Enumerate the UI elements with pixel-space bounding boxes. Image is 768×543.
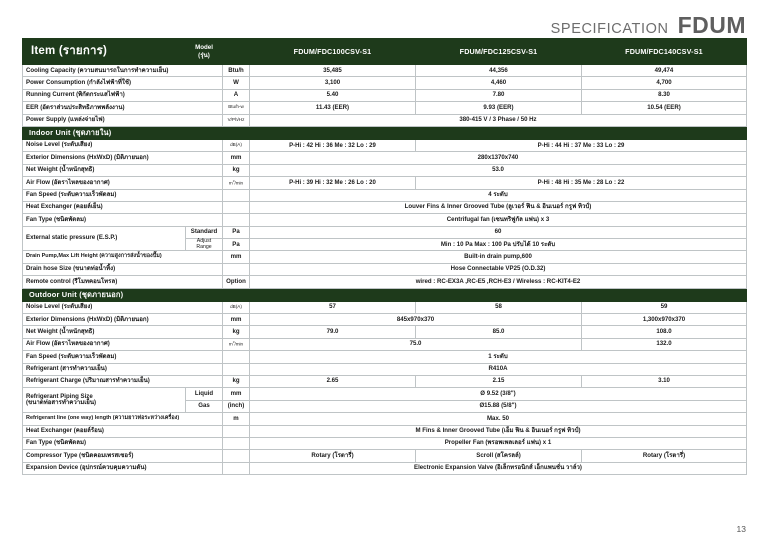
table-row	[23, 363, 747, 375]
row-value-merged: 4 ระดับ	[250, 189, 747, 201]
table-row	[23, 102, 747, 114]
row-unit: kg	[223, 164, 250, 176]
row-unit: mm	[223, 388, 250, 400]
row-label: Air Flow (อัตราไหลของอากาศ)	[23, 177, 223, 189]
row-label: Remote control (รีโมทคอนโทรล)	[23, 276, 223, 288]
row-value-1: 35,485	[250, 65, 416, 77]
row-value-merged: Hose Connectable VP25 (O.D.32)	[250, 263, 747, 275]
table-row	[23, 251, 747, 263]
table-row	[23, 326, 747, 338]
row-value-merged: Max. 50	[250, 413, 747, 425]
specification-table-body	[23, 39, 747, 475]
document-header	[551, 12, 746, 39]
specification-table	[22, 38, 747, 475]
row-unit: mm	[223, 152, 250, 164]
row-unit: Pa	[223, 239, 250, 251]
row-value-merged: Louver Fins & Inner Grooved Tube (ลูเวอร์ ฟิน & อินเนอร์ กรูฟ ทิวป์)	[250, 201, 747, 213]
row-value-3: 108.0	[582, 326, 747, 338]
table-row	[23, 201, 747, 213]
specification-label: SPECIFICATION	[550, 21, 669, 37]
row-unit: dB(A)	[223, 301, 250, 313]
row-value-merged: R410A	[250, 363, 747, 375]
table-row	[23, 413, 747, 425]
table-row	[23, 450, 747, 462]
row-value-3: 8.30	[582, 89, 747, 101]
row-unit: Pa	[223, 226, 250, 238]
row-label: Fan Speed (ระดับความเร็วพัดลม)	[23, 351, 223, 363]
row-sublabel: Gas	[186, 400, 223, 412]
table-row	[23, 375, 747, 387]
row-value-merged: wired : RC-EX3A ,RC-E5 ,RCH-E3 / Wireless : RC-KIT4-E2	[250, 276, 747, 288]
row-label: Fan Type (ชนิดพัดลม)	[23, 437, 223, 449]
row-value-merged: M Fins & Inner Grooved Tube (เอ็ม ฟิน & อินเนอร์ กรูฟ ทิวป์)	[250, 425, 747, 437]
row-label: Refrigerant Piping Size (ขนาดท่อสารทำความเย็น)	[23, 388, 186, 413]
row-value-merged: 53.0	[250, 164, 747, 176]
row-unit: dB(A)	[223, 139, 250, 151]
table-row	[23, 189, 747, 201]
row-value-1: 79.0	[250, 326, 416, 338]
row-value-3: 49,474	[582, 65, 747, 77]
row-label: Exterior Dimensions (HxWxD) (มิติภายนอก)	[23, 152, 223, 164]
row-label: Net Weight (น้ำหนักสุทธิ)	[23, 326, 223, 338]
row-label: Heat Exchanger (คอยล์ร้อน)	[23, 425, 223, 437]
row-sublabel: Adjust Range	[186, 239, 223, 251]
row-label: Air Flow (อัตราไหลของอากาศ)	[23, 338, 223, 350]
row-value-1: 3,100	[250, 77, 416, 89]
table-row	[23, 462, 747, 474]
row-unit: (inch)	[223, 400, 250, 412]
row-value-2: 4,460	[416, 77, 582, 89]
row-value-3: Rotary (โรตารี่)	[582, 450, 747, 462]
row-value-1: Rotary (โรตารี่)	[250, 450, 416, 462]
section-indoor-unit-label: Indoor Unit (ชุดภายใน)	[23, 126, 747, 139]
row-unit: Option	[223, 276, 250, 288]
section-indoor-unit	[23, 126, 747, 139]
row-unit: $m^3/\min$	[223, 177, 250, 189]
row-unit: V/Ph/Hz	[223, 114, 250, 126]
row-label: Running Current (พิกัดกระแสไฟฟ้า)	[23, 89, 223, 101]
row-unit: m	[223, 413, 250, 425]
header-unit-label	[223, 39, 250, 65]
table-row	[23, 114, 747, 126]
row-unit: mm	[223, 251, 250, 263]
section-outdoor-unit-label: Outdoor Unit (ชุดภายนอก)	[23, 288, 747, 301]
row-unit	[223, 363, 250, 375]
row-unit	[223, 450, 250, 462]
row-label: Exterior Dimensions (HxWxD) (มิติภายนอก)	[23, 314, 223, 326]
row-label: Heat Exchanger (คอยล์เย็น)	[23, 201, 223, 213]
row-value-merged: 1 ระดับ	[250, 351, 747, 363]
row-value-2: 9.93 (EER)	[416, 102, 582, 114]
row-value-merged: Electronic Expansion Valve (อิเล็กทรอนิกส์ เอ็กแพนชั่น วาล์ว)	[250, 462, 747, 474]
row-label: Fan Speed (ระดับความเร็วพัดลม)	[23, 189, 223, 201]
table-row	[23, 437, 747, 449]
row-value-1: 11.43 (EER)	[250, 102, 416, 114]
row-label: Refrigerant (สารทำความเย็น)	[23, 363, 223, 375]
row-unit: $m^3/\min$	[223, 338, 250, 350]
row-label: External static pressure (E.S.P.)	[23, 226, 186, 251]
header-model-1: FDUM/FDC100CSV-S1	[250, 39, 416, 65]
table-row	[23, 351, 747, 363]
row-value-1: P-Hi : 42 Hi : 36 Me : 32 Lo : 29	[250, 139, 416, 151]
row-unit: W	[223, 77, 250, 89]
table-row	[23, 65, 747, 77]
row-unit: A	[223, 89, 250, 101]
row-label: Net Weight (น้ำหนักสุทธิ)	[23, 164, 223, 176]
row-unit	[223, 263, 250, 275]
row-label: Power Supply (แหล่งจ่ายไฟ)	[23, 114, 223, 126]
row-value-merged: Centrifugal fan (เซนทริฟูกัล แฟน) x 3	[250, 214, 747, 226]
row-label: Drain Pump,Max Lift Height (ความสูงการส่งน้ำของปั๊ม)	[23, 251, 223, 263]
table-row	[23, 177, 747, 189]
header-model-label: Model (รุ่น)	[186, 39, 223, 65]
row-label: Fan Type (ชนิดพัดลม)	[23, 214, 223, 226]
page-number: 13	[736, 524, 746, 534]
row-unit	[223, 201, 250, 213]
row-unit: kg	[223, 375, 250, 387]
row-unit	[223, 462, 250, 474]
row-sublabel: Standard	[186, 226, 223, 238]
row-value-3: 4,700	[582, 77, 747, 89]
row-value-2: 132.0	[582, 338, 747, 350]
row-value-2: 1,300x970x370	[582, 314, 747, 326]
row-label: EER (อัตราส่วนประสิทธิภาพพลังงาน)	[23, 102, 223, 114]
table-row	[23, 164, 747, 176]
row-value-merged: 280x1370x740	[250, 152, 747, 164]
row-sublabel: Liquid	[186, 388, 223, 400]
row-value-2: P-Hi : 48 Hi : 35 Me : 28 Lo : 22	[416, 177, 747, 189]
row-value-2: 58	[416, 301, 582, 313]
table-row	[23, 263, 747, 275]
row-value-merged: Min : 10 Pa Max : 100 Pa ปรับได้ 10 ระดับ	[250, 239, 747, 251]
row-value-2: 44,356	[416, 65, 582, 77]
row-value-2: 7.80	[416, 89, 582, 101]
row-value-3: 3.10	[582, 375, 747, 387]
row-value-2: Scroll (สโครลล์)	[416, 450, 582, 462]
row-value-3: 59	[582, 301, 747, 313]
table-row	[23, 77, 747, 89]
row-unit: mm	[223, 314, 250, 326]
row-unit: Btu/h	[223, 65, 250, 77]
row-unit	[223, 351, 250, 363]
row-value-merged: Propeller Fan (พรอพเพลเลอร์ แฟน) x 1	[250, 437, 747, 449]
row-value-2: 2.15	[416, 375, 582, 387]
row-value-2: P-Hi : 44 Hi : 37 Me : 33 Lo : 29	[416, 139, 747, 151]
row-value-1: 2.65	[250, 375, 416, 387]
row-value-1: 75.0	[250, 338, 582, 350]
table-row	[23, 388, 747, 400]
table-row	[23, 139, 747, 151]
header-model-3: FDUM/FDC140CSV-S1	[582, 39, 747, 65]
row-value-merged: Ø15.88 (5/8")	[250, 400, 747, 412]
row-value-merged: 60	[250, 226, 747, 238]
table-header-row	[23, 39, 747, 65]
row-value-2: 85.0	[416, 326, 582, 338]
row-unit	[223, 437, 250, 449]
row-value-merged: Built-in drain pump,600	[250, 251, 747, 263]
table-row	[23, 214, 747, 226]
row-label: Noise Level (ระดับเสียง)	[23, 139, 223, 151]
row-label: Noise Level (ระดับเสียง)	[23, 301, 223, 313]
table-row	[23, 226, 747, 238]
table-row	[23, 276, 747, 288]
row-unit: kg	[223, 326, 250, 338]
row-unit	[223, 189, 250, 201]
row-label: Expansion Device (อุปกรณ์ควบคุมความดัน)	[23, 462, 223, 474]
row-value-1: 5.40	[250, 89, 416, 101]
row-value-1: 845x970x370	[250, 314, 582, 326]
row-value-merged: Ø 9.52 (3/8")	[250, 388, 747, 400]
row-value-1: P-Hi : 39 Hi : 32 Me : 26 Lo : 20	[250, 177, 416, 189]
table-row	[23, 89, 747, 101]
table-row	[23, 338, 747, 350]
row-label: Refrigerant Charge (ปริมาณสารทำความเย็น)	[23, 375, 223, 387]
section-outdoor-unit	[23, 288, 747, 301]
row-unit	[223, 425, 250, 437]
row-label: Power Consumption (กำลังไฟฟ้าที่ใช้)	[23, 77, 223, 89]
row-label: Refrigerant line (one way) length (ความยาวท่อระหว่างเครื่อง)	[23, 413, 223, 425]
row-label: Cooling Capacity (ความสนมารถในการทำความเย็น)	[23, 65, 223, 77]
table-row	[23, 425, 747, 437]
header-model-2: FDUM/FDC125CSV-S1	[416, 39, 582, 65]
row-value-1: 57	[250, 301, 416, 313]
table-row	[23, 314, 747, 326]
model-family-label: FDUM	[677, 12, 746, 38]
row-unit	[223, 214, 250, 226]
row-label: Drain hose Size (ขนาดท่อน้ำทิ้ง)	[23, 263, 223, 275]
row-unit: Btu/h-w	[223, 102, 250, 114]
table-row	[23, 152, 747, 164]
row-value-merged: 380-415 V / 3 Phase / 50 Hz	[250, 114, 747, 126]
row-label: Compressor Type (ชนิดคอมเพรสเซอร์)	[23, 450, 223, 462]
row-value-3: 10.54 (EER)	[582, 102, 747, 114]
table-row	[23, 301, 747, 313]
header-item-label: Item (รายการ)	[23, 39, 186, 65]
